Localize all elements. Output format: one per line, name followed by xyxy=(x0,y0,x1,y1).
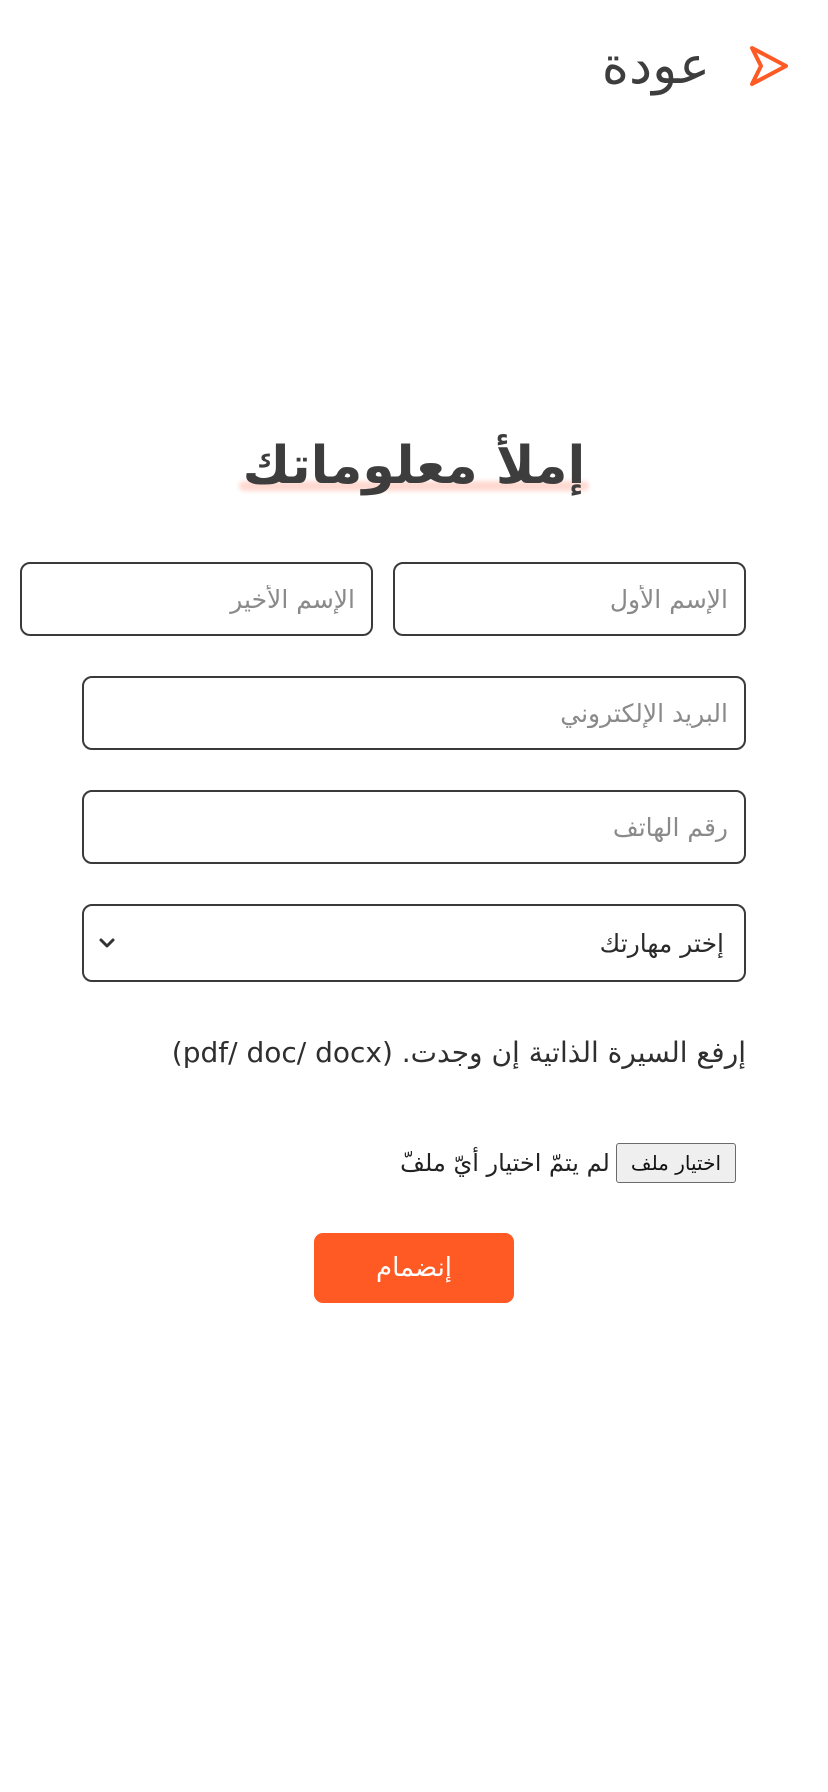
chevron-down-icon xyxy=(96,932,118,954)
header xyxy=(601,36,792,96)
skills-select-value: إختر مهارتك xyxy=(599,928,724,958)
email-row xyxy=(82,676,746,750)
page-title xyxy=(239,438,590,495)
name-row xyxy=(82,562,746,636)
back-link[interactable]: عودة xyxy=(601,36,710,96)
file-input xyxy=(82,1143,746,1183)
phone-input[interactable] xyxy=(82,790,746,864)
submit-wrap xyxy=(82,1233,746,1303)
page-title-text: إملأ معلوماتك xyxy=(242,436,586,496)
join-button[interactable]: إنضمام xyxy=(314,1233,514,1303)
play-triangle-icon[interactable] xyxy=(744,42,792,90)
first-name-input[interactable] xyxy=(393,562,746,636)
email-input[interactable] xyxy=(82,676,746,750)
file-status-text: لم يتمّ اختيار أيّ ملفّ xyxy=(400,1149,610,1177)
cv-upload-label: إرفع السيرة الذاتية إن وجدت. (pdf/ doc/ docx) xyxy=(171,1036,746,1069)
signup-form xyxy=(82,562,746,1303)
choose-file-button[interactable]: اختيار ملف xyxy=(616,1143,736,1183)
phone-row xyxy=(82,790,746,864)
last-name-input[interactable] xyxy=(20,562,373,636)
skills-select[interactable] xyxy=(82,904,746,982)
title-wrap xyxy=(0,438,828,495)
